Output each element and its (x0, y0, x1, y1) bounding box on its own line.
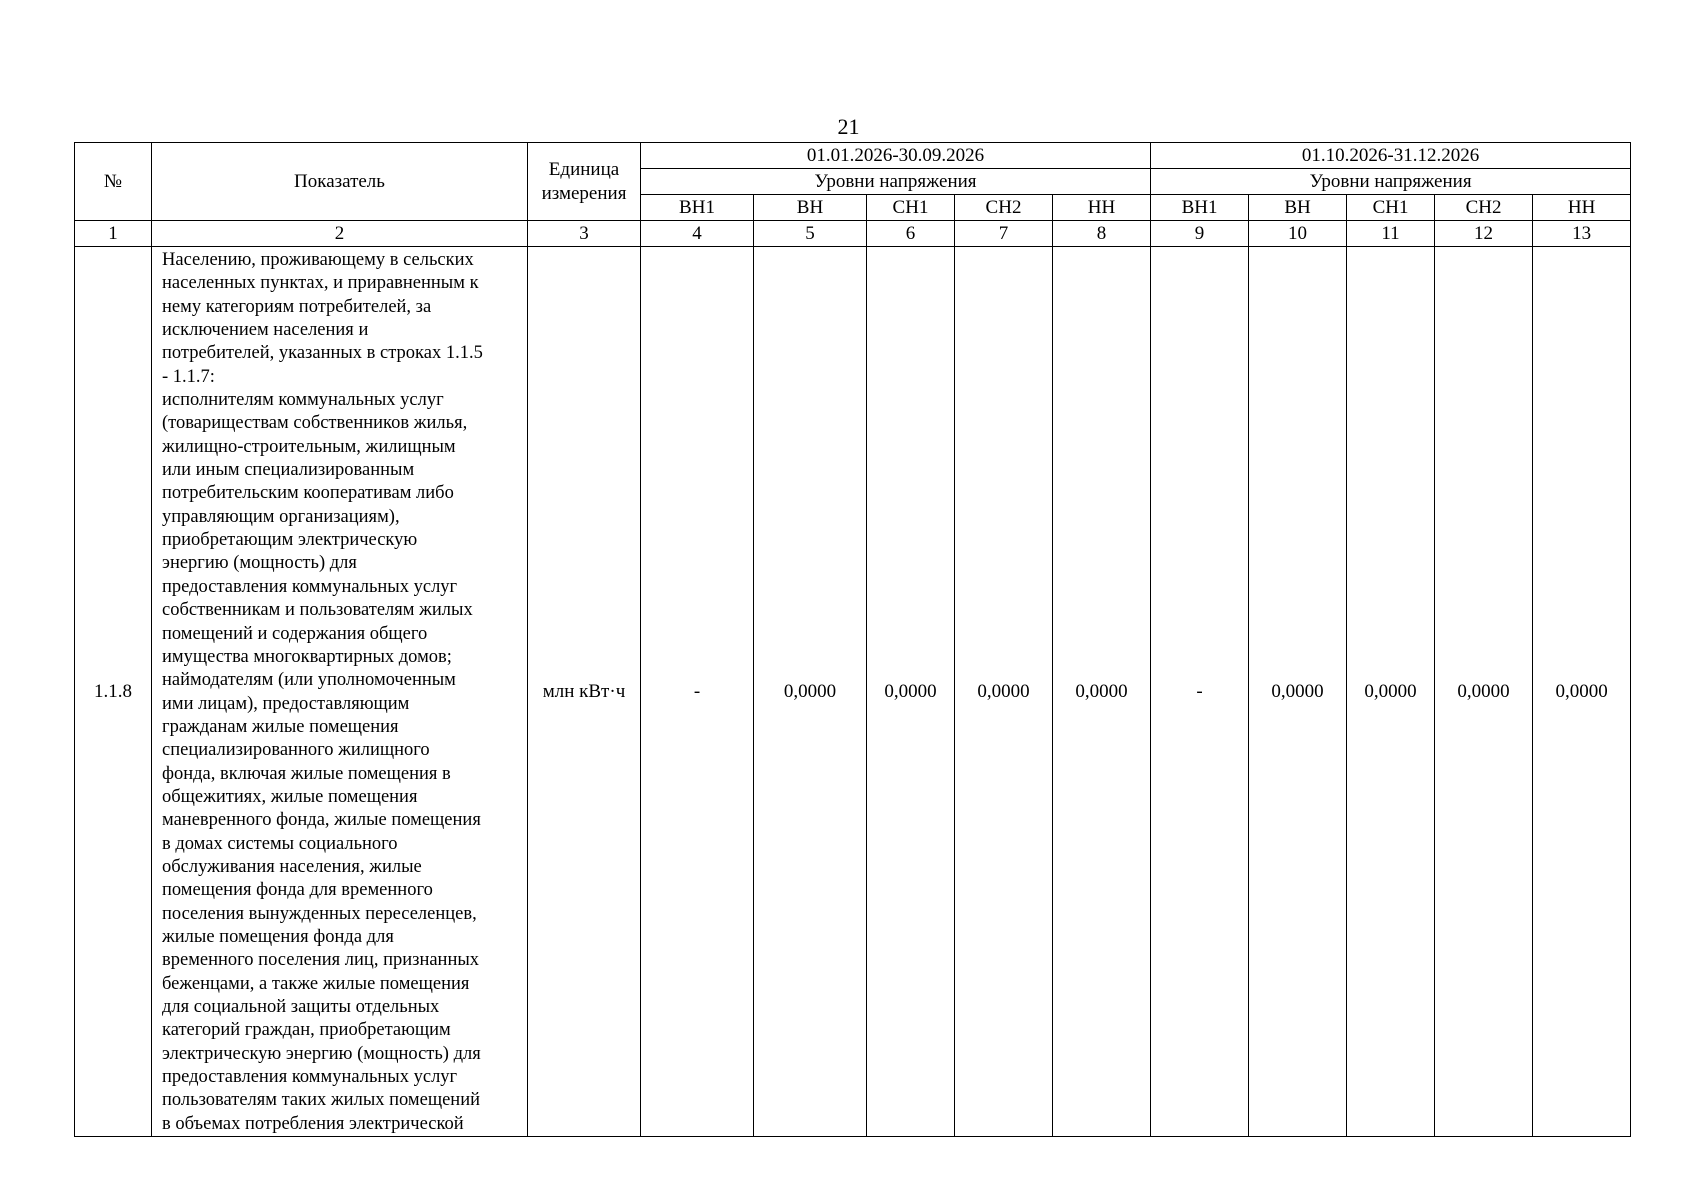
value-cell: 0,0000 (1053, 247, 1151, 1137)
column-number: 5 (754, 221, 867, 247)
column-number: 10 (1249, 221, 1347, 247)
level-sn1: СН1 (1347, 195, 1435, 221)
column-number: 8 (1053, 221, 1151, 247)
header-voltage-levels-1: Уровни напряжения (641, 169, 1151, 195)
column-number: 13 (1533, 221, 1631, 247)
column-number: 2 (152, 221, 528, 247)
column-number: 11 (1347, 221, 1435, 247)
level-sn2: СН2 (1435, 195, 1533, 221)
row-description: Населению, проживающему в сельских населенных пунктах, и приравненным к нему категориям потребителей, за исключением населения и потребителей, указанных в строках 1.1.5 - 1.1.7: исполнителям коммунальных услуг (товариществам собственников жилья, жилищно-строительным, жилищным или иным специализированным потребительским кооперативам либо управляющим организациям), приобретающим электрическую энергию (мощность) для предоставления коммунальных услуг собственникам и пользователям жилых помещений и содержания общего имущества многоквартирных домов; наймодателям (или уполномоченным ими лицам), предоставляющим гражданам жилые помещения специализированного жилищного фонда, включая жилые помещения в общежитиях, жилые помещения маневренного фонда, жилые помещения в домах системы социального обслуживания населения, жилые помещения фонда для временного поселения вынужденных переселенцев, жилые помещения фонда для временного поселения лиц, признанных беженцами, а также жилые помещения для социальной защиты отдельных категорий граждан, приобретающим электрическую энергию (мощность) для предоставления коммунальных услуг пользователям таких жилых помещений в объемах потребления электрической (152, 247, 528, 1137)
column-number: 3 (528, 221, 641, 247)
tariff-table (74, 142, 1631, 1137)
level-nn: НН (1053, 195, 1151, 221)
header-row-periods (75, 143, 1631, 169)
level-vn: ВН (754, 195, 867, 221)
column-number: 12 (1435, 221, 1533, 247)
header-voltage-levels-2: Уровни напряжения (1151, 169, 1631, 195)
level-sn2: СН2 (955, 195, 1053, 221)
column-number: 1 (75, 221, 152, 247)
value-cell: 0,0000 (1533, 247, 1631, 1137)
value-cell: 0,0000 (1347, 247, 1435, 1137)
value-cell: - (641, 247, 754, 1137)
column-number-row (75, 221, 1631, 247)
value-cell: - (1151, 247, 1249, 1137)
table-row (75, 247, 1631, 1137)
column-number: 4 (641, 221, 754, 247)
page-number: 21 (837, 114, 860, 139)
header-indicator: Показатель (152, 143, 528, 221)
header-unit: Единица измерения (528, 143, 641, 221)
value-cell: 0,0000 (1249, 247, 1347, 1137)
level-vn1: ВН1 (1151, 195, 1249, 221)
header-no: № (75, 143, 152, 221)
row-unit: млн кВт·ч (528, 247, 641, 1137)
value-cell: 0,0000 (754, 247, 867, 1137)
column-number: 9 (1151, 221, 1249, 247)
level-sn1: СН1 (867, 195, 955, 221)
level-vn: ВН (1249, 195, 1347, 221)
column-number: 6 (867, 221, 955, 247)
row-number: 1.1.8 (75, 247, 152, 1137)
level-vn1: ВН1 (641, 195, 754, 221)
level-nn: НН (1533, 195, 1631, 221)
column-number: 7 (955, 221, 1053, 247)
value-cell: 0,0000 (867, 247, 955, 1137)
header-period-1: 01.01.2026-30.09.2026 (641, 143, 1151, 169)
header-period-2: 01.10.2026-31.12.2026 (1151, 143, 1631, 169)
value-cell: 0,0000 (1435, 247, 1533, 1137)
value-cell: 0,0000 (955, 247, 1053, 1137)
